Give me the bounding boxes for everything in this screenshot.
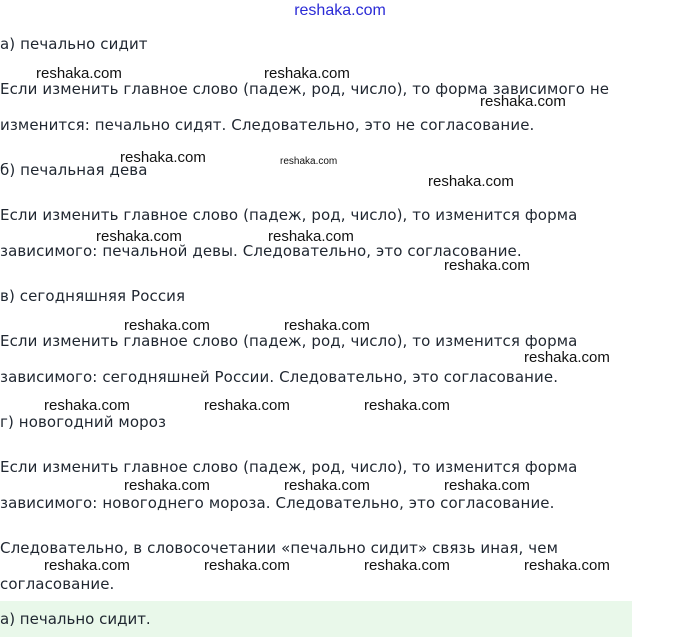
item-a-term: а) печально сидит [0,35,148,53]
watermark: reshaka.com [280,156,338,167]
watermark: reshaka.com [444,477,530,494]
watermark: reshaka.com [44,557,130,574]
watermark: reshaka.com [204,557,290,574]
watermark: reshaka.com [428,173,514,190]
item-c-explanation-line1: Если изменить главное слово (падеж, род, число), то изменится форма [0,332,578,350]
site-header-link[interactable]: reshaka.com [294,2,386,19]
item-b-explanation-line1: Если изменить главное слово (падеж, род, число), то изменится форма [0,206,578,224]
watermark: reshaka.com [524,557,610,574]
watermark: reshaka.com [204,397,290,414]
conclusion-line1: Следовательно, в словосочетании «печально сидит» связь иная, чем [0,539,558,557]
item-b-explanation-line2: зависимого: печальной девы. Следовательно, это согласование. [0,242,522,260]
answer-text: а) печально сидит. [0,610,151,628]
item-a-explanation-line1: Если изменить главное слово (падеж, род, число), то форма зависимого не [0,80,610,98]
watermark: reshaka.com [96,228,182,245]
watermark: reshaka.com [44,397,130,414]
watermark: reshaka.com [444,257,530,274]
item-b-term: б) печальная дева [0,161,148,179]
item-a-explanation-line2: изменится: печально сидят. Следовательно, это не согласование. [0,116,535,134]
item-c-term: в) сегодняшняя Россия [0,287,186,305]
watermark: reshaka.com [284,477,370,494]
item-d-term: г) новогодний мороз [0,413,167,431]
watermark: reshaka.com [480,93,566,110]
watermark: reshaka.com [124,317,210,334]
watermark: reshaka.com [120,149,206,166]
conclusion-line2: согласование. [0,575,115,593]
watermark: reshaka.com [364,397,450,414]
watermark: reshaka.com [36,65,122,82]
watermark: reshaka.com [524,349,610,366]
watermark: reshaka.com [124,477,210,494]
watermark: reshaka.com [268,228,354,245]
watermark: reshaka.com [284,317,370,334]
item-d-explanation-line2: зависимого: новогоднего мороза. Следовательно, это согласование. [0,494,555,512]
item-d-explanation-line1: Если изменить главное слово (падеж, род, число), то изменится форма [0,458,578,476]
item-c-explanation-line2: зависимого: сегодняшней России. Следовательно, это согласование. [0,368,559,386]
watermark: reshaka.com [364,557,450,574]
answer-box [0,601,632,637]
watermark: reshaka.com [264,65,350,82]
